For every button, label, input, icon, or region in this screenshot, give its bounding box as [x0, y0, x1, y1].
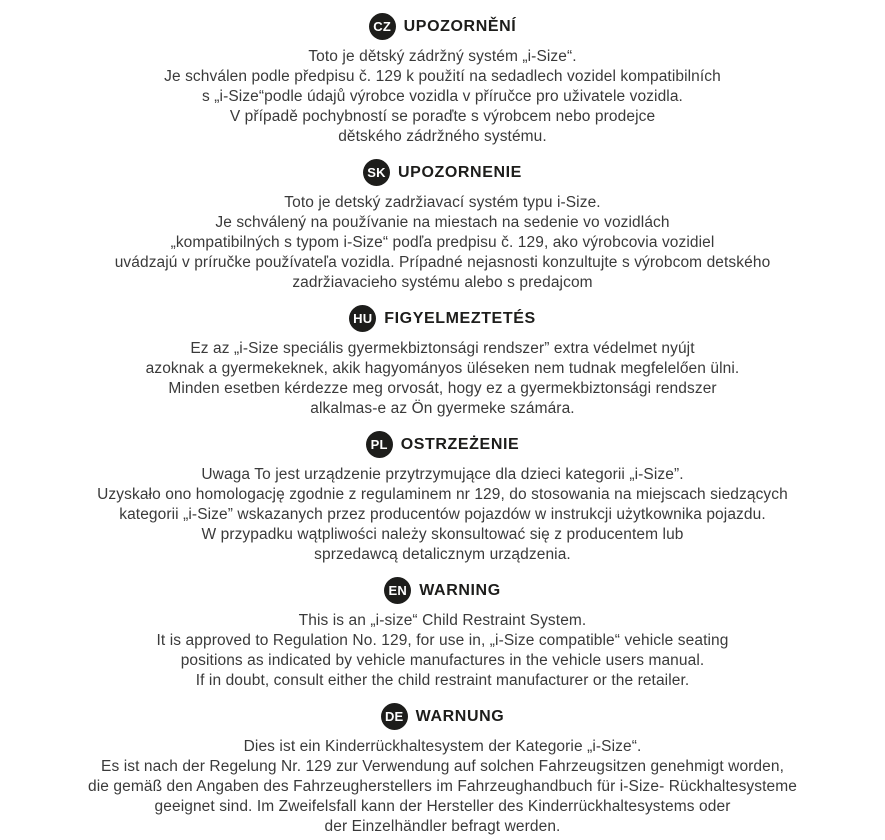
text-line: Minden esetben kérdezze meg orvosát, hogy ez a gyermekbiztonsági rendszer [168, 380, 717, 397]
en-body-text [0, 611, 885, 691]
section-cz-warning [0, 13, 885, 147]
section-pl-warning [0, 431, 885, 565]
cz-body-text [0, 47, 885, 147]
text-line: Toto je detský zadržiavací systém typu i-Size. [284, 194, 601, 211]
text-line: der Einzelhändler befragt werden. [324, 818, 561, 835]
en-heading: WARNING [419, 581, 501, 599]
text-line: kategorii „i-Size” wskazanych przez producentów pojazdów w instrukcji użytkownika pojazdu. [119, 506, 766, 523]
en-section-header [0, 577, 885, 604]
section-hu-warning [0, 305, 885, 419]
de-body-text [0, 737, 885, 837]
text-line: alkalmas-e az Ön gyermeke számára. [310, 400, 575, 417]
text-line: W przypadku wątpliwości należy skonsultować się z producentem lub [201, 526, 684, 543]
de-section-header [0, 703, 885, 730]
text-line: This is an „i-size“ Child Restraint System. [298, 612, 587, 629]
pl-body-text [0, 465, 885, 565]
sk-section-header [0, 159, 885, 186]
text-line: dětského zádržného systému. [338, 128, 547, 145]
text-line: zadržiavacieho systému alebo s predajcom [292, 274, 593, 291]
hu-body-text [0, 339, 885, 419]
text-line: Uzyskało ono homologację zgodnie z regulaminem nr 129, do stosowania na miejscach siedzących [97, 486, 788, 503]
text-line: Toto je dětský zádržný systém „i-Size“. [308, 48, 577, 65]
sk-heading: UPOZORNENIE [398, 163, 522, 181]
text-line: Ez az „i-Size speciális gyermekbiztonsági rendszer” extra védelmet nyújt [190, 340, 695, 357]
text-line: geeignet sind. Im Zweifelsfall kann der Hersteller des Kinderrückhaltesystems oder [154, 798, 731, 815]
cz-language-badge: CZ [369, 13, 396, 40]
text-line: V případě pochybností se poraďte s výrobcem nebo prodejce [229, 108, 656, 125]
text-line: sprzedawcą detalicznym urządzenia. [314, 546, 571, 563]
en-language-badge: EN [384, 577, 411, 604]
section-de-warning [0, 703, 885, 837]
text-line: Je schválen podle předpisu č. 129 k použití na sedadlech vozidel kompatibilních [164, 68, 721, 85]
text-line: Dies ist ein Kinderrückhaltesystem der Kategorie „i-Size“. [243, 738, 642, 755]
text-line: It is approved to Regulation No. 129, for use in, „i-Size compatible“ vehicle seating [156, 632, 729, 649]
text-line: „kompatibilných s typom i-Size“ podľa predpisu č. 129, ako výrobcovia vozidiel [170, 234, 715, 251]
cz-section-header [0, 13, 885, 40]
hu-section-header [0, 305, 885, 332]
pl-section-header [0, 431, 885, 458]
section-en-warning [0, 577, 885, 691]
hu-heading: FIGYELMEZTETÉS [384, 309, 536, 327]
text-line: Es ist nach der Regelung Nr. 129 zur Verwendung auf solchen Fahrzeugsitzen genehmigt worden, [101, 758, 784, 775]
section-sk-warning [0, 159, 885, 293]
cz-heading: UPOZORNĚNÍ [403, 17, 517, 35]
sk-language-badge: SK [363, 159, 390, 186]
pl-language-badge: PL [366, 431, 393, 458]
de-heading: WARNUNG [415, 707, 505, 725]
text-line: die gemäß den Angaben des Fahrzeugherstellers im Fahrzeughandbuch für i-Size- Rückhaltesysteme [88, 778, 797, 795]
text-line: azoknak a gyermekeknek, akik hagyományos üléseken nem tudnak megfelelően ülni. [145, 360, 740, 377]
pl-heading: OSTRZEŻENIE [400, 435, 520, 453]
text-line: Uwaga To jest urządzenie przytrzymujące dla dzieci kategorii „i-Size”. [201, 466, 684, 483]
sk-body-text [0, 193, 885, 293]
text-line: Je schválený na používanie na miestach na sedenie vo vozidlách [215, 214, 670, 231]
text-line: If in doubt, consult either the child restraint manufacturer or the retailer. [195, 672, 690, 689]
text-line: s „i-Size“podle údajů výrobce vozidla v příručce pro uživatele vozidla. [202, 88, 683, 105]
text-line: positions as indicated by vehicle manufactures in the vehicle users manual. [180, 652, 705, 669]
de-language-badge: DE [381, 703, 408, 730]
text-line: uvádzajú v príručke používateľa vozidla. Prípadné nejasnosti konzultujte s výrobcom detského [114, 254, 771, 271]
hu-language-badge: HU [349, 305, 376, 332]
